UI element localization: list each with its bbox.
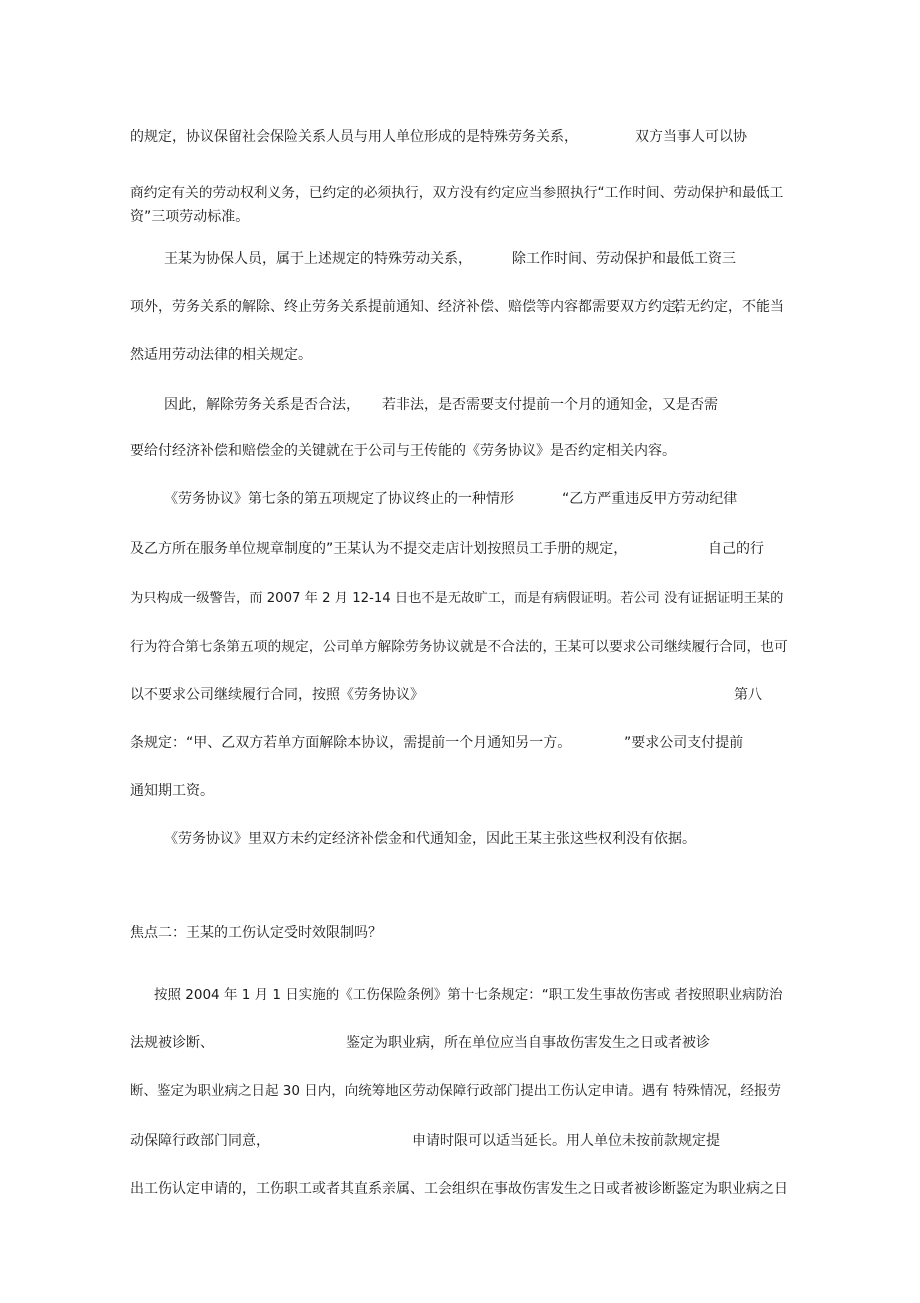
text-segment: 用人单位未按前款规定提 xyxy=(566,1133,720,1149)
text-segment: 资”三项劳动标准。 xyxy=(130,209,250,225)
text-segment: 行为符合第七条第五项的规定，公司单方解除劳务协议就是不合法的， xyxy=(130,639,557,655)
text-segment: 《劳务协议》第七条的第五项规定了协议终止的一种情形 xyxy=(164,491,514,507)
text-segment: 申请时限可以适当延长。 xyxy=(412,1133,566,1149)
text-segment: 为只构成一级警告，而 2007 年 2 月 12-14 日也不是无故旷工，而是有病假证明。若公司 没有证据证明王某的 xyxy=(130,591,784,606)
text-segment: 第八 xyxy=(734,687,762,703)
text-segment: 的规定，协议保留社会保险关系人员与用人单位形成的是特殊劳务关系， xyxy=(130,129,578,145)
text-segment: 以不要求公司继续履行合同，按照《劳务协议》 xyxy=(130,687,424,703)
text-segment: 及乙方所在服务单位规章制度的”王某认为不提交走店计划按照员工手册的规定， xyxy=(130,541,628,557)
text-segment: 若无约定，不能当 xyxy=(672,299,784,315)
text-segment: 法规被诊断、 xyxy=(130,1035,214,1051)
text-segment: 通知期工资。 xyxy=(130,783,214,799)
text-segment: 双方当事人可以协 xyxy=(635,129,747,145)
text-segment: 按照 2004 年 1 月 1 日实施的《工伤保险条例》第十七条规定：“职工发生事故伤害或 者按照职业病防治 xyxy=(154,987,783,1003)
text-segment: “乙方严重违反甲方劳动纪律 xyxy=(562,491,738,507)
text-segment: 项外，劳务关系的解除、终止劳务关系提前通知、经济补偿、赔偿等内容都需要双方约定， xyxy=(130,299,690,315)
text-segment: 商约定有关的劳动权利义务，已约定的必须执行，双方没有约定应当参照执行“工作时间、劳动保护和最低工 xyxy=(130,185,784,201)
text-segment: 除工作时间、劳动保护和最低工资三 xyxy=(512,251,736,267)
text-segment: 断、鉴定为职业病之日起 30 日内，向统筹地区劳动保障行政部门提出工伤认定申请。遇有 特殊情况，经报劳 xyxy=(130,1083,782,1099)
text-segment: 若非法，是否需要支付提前一个月的通知金，又是否需 xyxy=(382,397,718,413)
text-segment: 王某可以要求公司继续履行合同，也可 xyxy=(554,639,788,655)
text-segment: 要给付经济补偿和赔偿金的关键就在于公司与王传能的《劳务协议》是否约定相关内容。 xyxy=(130,443,676,459)
text-segment: 鉴定为职业病之日 xyxy=(676,1181,788,1197)
text-segment: 条规定：“甲、乙双方若单方面解除本协议，需提前一个月通知另一方。 xyxy=(130,735,572,751)
text-segment: 鉴定为职业病，所在单位应当自事故伤害发生之日或者被诊 xyxy=(346,1035,710,1051)
text-segment: 出工伤认定申请的，工伤职工或者其直系亲属、工会组织在事故伤害发生之日或者被诊断、 xyxy=(130,1181,690,1197)
text-segment: 自己的行 xyxy=(708,541,764,557)
text-segment: 《劳务协议》里双方未约定经济补偿金和代通知金，因此王某主张这些权利没有依据。 xyxy=(164,831,696,847)
text-segment: 动保障行政部门同意， xyxy=(130,1133,270,1149)
text-segment: 焦点二：王某的工伤认定受时效限制吗？ xyxy=(130,925,382,941)
text-segment: 因此，解除劳务关系是否合法， xyxy=(164,397,360,413)
text-segment: ”要求公司支付提前 xyxy=(624,735,744,751)
text-segment: 然适用劳动法律的相关规定。 xyxy=(130,347,312,363)
text-segment: 王某为协保人员，属于上述规定的特殊劳动关系， xyxy=(164,251,472,267)
